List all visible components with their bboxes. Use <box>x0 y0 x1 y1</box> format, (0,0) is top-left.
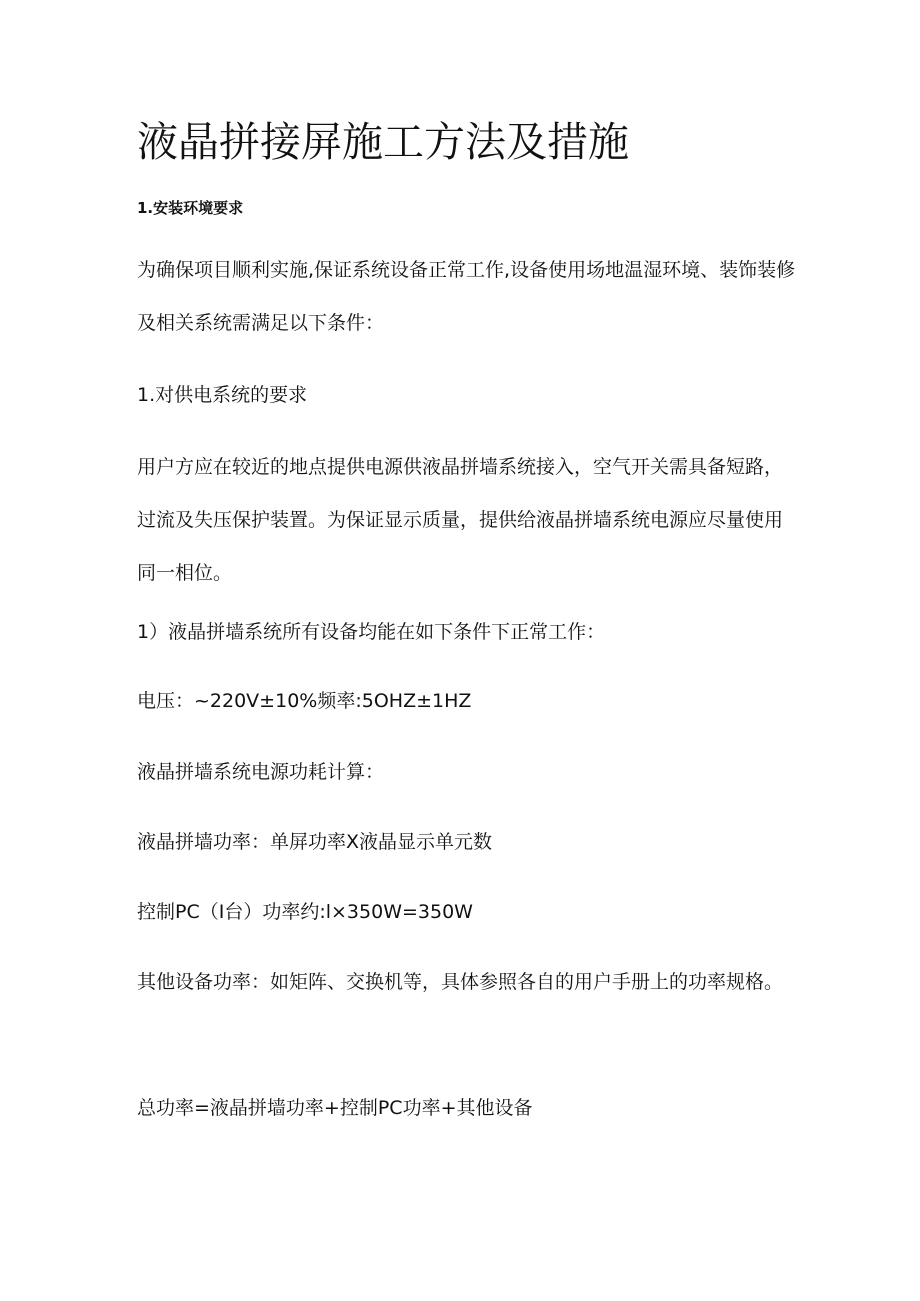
total-power-paragraph: 总功率=液晶拼墙功率+控制PC功率+其他设备 <box>137 1097 533 1119</box>
wall-power-paragraph: 液晶拼墙功率：单屏功率X液晶显示单元数 <box>137 831 493 853</box>
other-power-paragraph: 其他设备功率：如矩阵、交换机等，具体参照各自的用户手册上的功率规格。 <box>137 971 784 993</box>
pc-power-paragraph: 控制PC（I台）功率约:l×350W=350W <box>137 901 473 923</box>
intro-paragraph: 为确保项目顺利实施,保证系统设备正常工作,设备使用场地温湿环境、装饰装修及相关系统需满足以下条件： <box>137 259 796 334</box>
section-heading: 1.安装环境要求 <box>137 199 244 217</box>
document-title: 液晶拼接屏施工方法及措施 <box>137 118 629 166</box>
power-heading: 1.对供电系统的要求 <box>137 384 308 406</box>
power-paragraph: 用户方应在较近的地点提供电源供液晶拼墙系统接入，空气开关需具备短路，过流及失压保护装置。为保证显示质量，提供给液晶拼墙系统电源应尽量使用同一相位。 <box>137 456 784 584</box>
calc-heading: 液晶拼墙系统电源功耗计算： <box>137 761 385 783</box>
voltage-paragraph: 电压：~220V±10%频率:5OHZ±1HZ <box>137 690 472 712</box>
conditions-paragraph: 1）液晶拼墙系统所有设备均能在如下条件下正常工作： <box>137 621 606 643</box>
